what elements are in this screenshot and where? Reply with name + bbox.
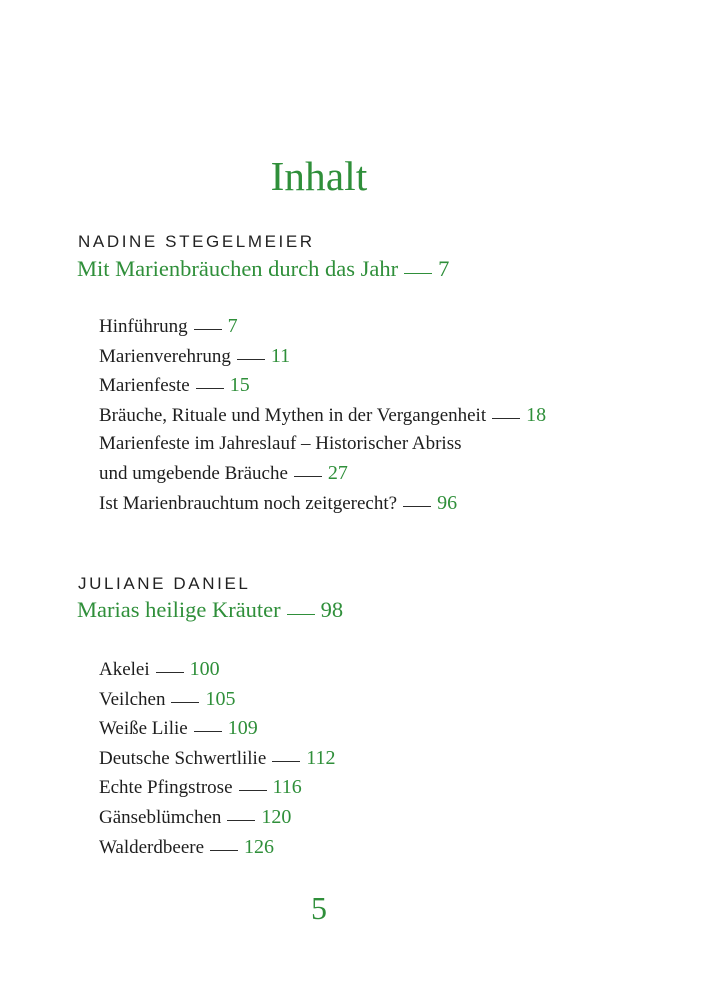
toc-entry[interactable] — [99, 430, 546, 459]
page-number: 105 — [205, 687, 236, 710]
toc-list — [99, 655, 336, 862]
toc-entry[interactable] — [99, 714, 336, 744]
leader-line — [194, 731, 222, 732]
section-heading[interactable] — [77, 597, 343, 623]
page-number: 18 — [526, 403, 547, 426]
leader-line — [287, 614, 315, 615]
leader-line — [210, 850, 238, 851]
toc-entry[interactable] — [99, 655, 336, 685]
leader-line — [171, 702, 199, 703]
page-number: 112 — [306, 746, 336, 769]
toc-entry-text: Walderdbeere — [99, 836, 205, 858]
leader-line — [237, 359, 265, 360]
toc-entry[interactable] — [99, 312, 546, 342]
toc-entry[interactable] — [99, 371, 546, 401]
toc-entry[interactable] — [99, 489, 546, 519]
page-number: 120 — [261, 805, 292, 828]
toc-entry-text: Hinführung — [99, 316, 188, 337]
page-number: 109 — [227, 717, 258, 740]
page-number: 7 — [227, 315, 238, 337]
page-number: 15 — [229, 374, 250, 397]
toc-entry[interactable] — [99, 803, 336, 833]
toc-entry-text: Deutsche Schwertlilie — [99, 747, 267, 769]
toc-entry-text: Gänseblümchen — [99, 806, 222, 828]
page-title: Inhalt — [270, 153, 368, 199]
toc-entry-text: Marienfeste — [99, 375, 190, 397]
section-heading-text: Marias heilige Kräuter — [77, 597, 281, 622]
section-heading-text: Mit Marienbräuchen durch das Jahr — [77, 256, 399, 281]
author-name: JULIANE DANIEL — [78, 574, 251, 593]
toc-entry[interactable] — [99, 401, 546, 431]
toc-entry[interactable] — [99, 685, 336, 715]
leader-line — [272, 761, 300, 762]
leader-line — [294, 476, 322, 477]
toc-list — [99, 312, 546, 518]
toc-entry[interactable] — [99, 459, 546, 489]
toc-entry-text: Bräuche, Rituale und Mythen in der Vergangenheit — [99, 404, 487, 426]
page-number: 11 — [270, 344, 291, 367]
leader-line — [404, 273, 432, 274]
page-number: 7 — [438, 256, 450, 281]
leader-line — [196, 388, 224, 389]
toc-entry-text: Echte Pfingstrose — [99, 777, 233, 799]
toc-entry-text: Veilchen — [99, 688, 166, 710]
page-number: 96 — [437, 491, 458, 514]
author-name: NADINE STEGELMEIER — [78, 232, 315, 251]
leader-line — [227, 820, 255, 821]
toc-entry-text: Ist Marienbrauchtum noch zeitgerecht? — [99, 492, 398, 514]
toc-entry[interactable] — [99, 744, 336, 774]
toc-entry-text: Weiße Lilie — [99, 718, 188, 740]
leader-line — [492, 418, 520, 419]
page-number: 27 — [327, 461, 348, 484]
leader-line — [194, 329, 222, 330]
toc-entry[interactable] — [99, 342, 546, 372]
toc-entry-text: Akelei — [99, 659, 150, 680]
leader-line — [403, 506, 431, 507]
page-number: 98 — [320, 597, 344, 622]
leader-line — [239, 790, 267, 791]
page-folio-number: 5 — [311, 890, 327, 926]
toc-entry[interactable] — [99, 833, 336, 863]
leader-line — [156, 672, 184, 673]
page-number: 116 — [272, 776, 302, 799]
toc-entry-text: Marienverehrung — [99, 345, 231, 367]
toc-entry-text: Marienfeste im Jahreslauf – Historischer Abriss — [99, 433, 462, 455]
toc-entry[interactable] — [99, 773, 336, 803]
section-heading[interactable] — [77, 256, 449, 282]
page-number: 100 — [189, 658, 220, 680]
page-number: 126 — [244, 835, 275, 858]
toc-entry-text: und umgebende Bräuche — [99, 462, 288, 484]
